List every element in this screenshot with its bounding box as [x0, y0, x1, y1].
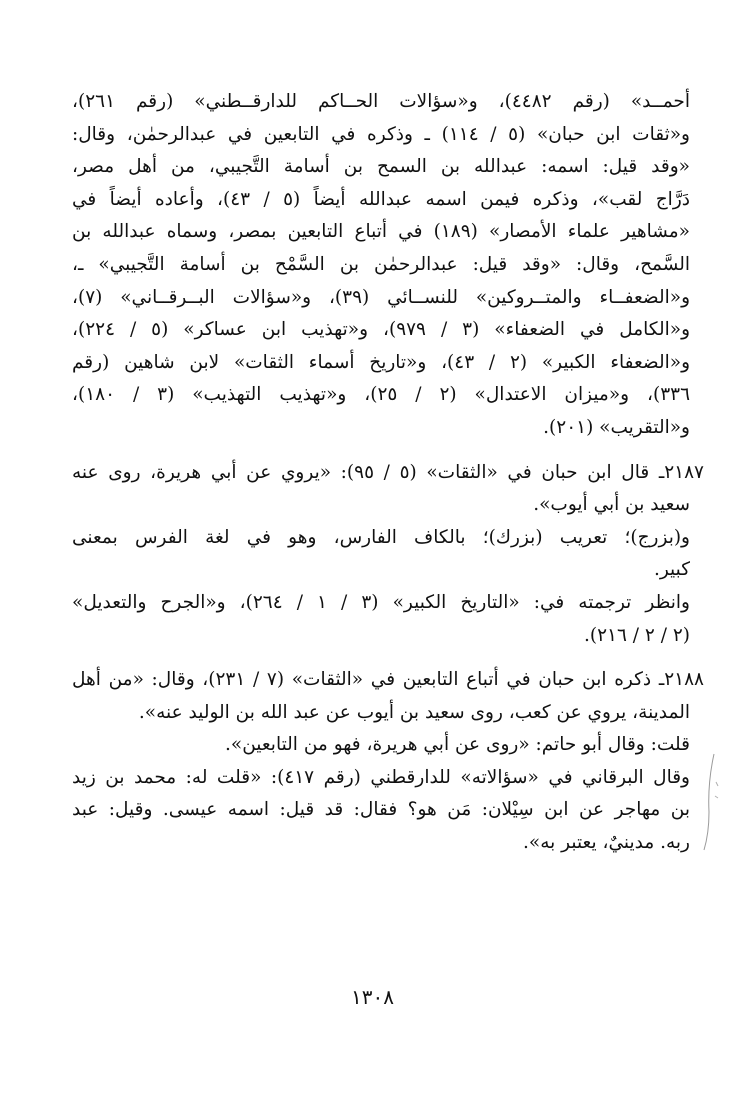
text-line: بن مهاجر عن ابن سِيْلان: مَن هو؟ فقال: قد قيل: اسمه عيسى. وقيل: عبد	[72, 799, 690, 821]
text-line: أحمــد» (رقم ٤٤٨٢)، و«سؤالات الحــاكم للدارقــطني» (رقم ٢٦١)،	[72, 91, 690, 112]
text-line: و«الضعفــاء والمتــروكين» للنســائي (٣٩)، و«سؤالات البــرقــاني» (٧)،	[72, 286, 690, 308]
text-line: دَرَّاج لقب»، وذكره فيمن اسمه عبدالله أيضاً (٥ / ٤٣)، وأعاده أيضاً في	[72, 188, 690, 210]
footnote-continuation	[72, 86, 690, 445]
text-line: كبير.	[653, 559, 690, 581]
text-line: وقال البرقاني في «سؤالاته» للدارقطني (رقم ٤١٧): «قلت له: محمد بن زيد	[72, 766, 690, 788]
text-line: (٢ / ٢ / ٢١٦).	[583, 624, 690, 646]
text-line: المدينة، يروي عن كعب، روى سعيد بن أيوب عن عبد الله بن الوليد عنه».	[138, 701, 690, 723]
footnote-2187	[72, 457, 704, 522]
text-line: ٢١٨٨ـ ذكره ابن حبان في أتباع التابعين في «الثقات» (٧ / ٢٣١)، وقال: «من أهل	[72, 669, 704, 691]
text-line: ربه. مدينيٌ، يعتبر به».	[523, 832, 690, 854]
footnote-paragraph	[72, 587, 690, 652]
footnote-paragraph	[72, 729, 690, 762]
text-line: «وقد قيل: اسمه: عبدالله بن السمح بن أسامة التَّجيبي، من أهل مصر،	[72, 156, 690, 178]
text-line: ٣٣٦)، و«ميزان الاعتدال» (٢ / ٢٥)، و«تهذيب التهذيب» (٣ / ١٨٠)،	[72, 384, 690, 406]
page-number: ١٣٠٨	[351, 985, 394, 1009]
text-line: و(بزرج)؛ تعريب (بزرك)؛ بالكاف الفارس، وهو في لغة الفرس بمعنى	[72, 526, 690, 548]
footnote-paragraph	[72, 762, 690, 860]
text-line: وانظر ترجمته في: «التاريخ الكبير» (٣ / ١ / ٢٦٤)، و«الجرح والتعديل»	[72, 591, 690, 613]
footnote-2188	[72, 664, 704, 729]
text-line: السَّمح، وقال: «وقد قيل: عبدالرحمٰن بن السَّمْح بن أسامة التَّجيبي» ـ،	[72, 253, 690, 275]
margin-pencil-mark	[700, 752, 722, 852]
text-line: ٢١٨٧ـ قال ابن حبان في «الثقات» (٥ / ٩٥): «يروي عن أبي هريرة، روى عنه	[72, 461, 704, 483]
text-line: و«ثقات ابن حبان» (٥ / ١١٤) ـ وذكره في التابعين في عبدالرحمٰن، وقال:	[72, 123, 690, 145]
text-line: «مشاهير علماء الأمصار» (١٨٩) في أتباع التابعين بمصر، وسماه عبدالله بن	[72, 221, 690, 243]
footnote-paragraph	[72, 522, 690, 587]
text-line: قلت: وقال أبو حاتم: «روى عن أبي هريرة، فهو من التابعين».	[225, 734, 690, 756]
text-line: سعيد بن أبي أيوب».	[533, 494, 690, 516]
text-line: و«التقريب» (٢٠١).	[543, 416, 690, 438]
text-line: و«الضعفاء الكبير» (٢ / ٤٣)، و«تاريخ أسماء الثقات» لابن شاهين (رقم	[72, 351, 690, 373]
text-line: و«الكامل في الضعفاء» (٣ / ٩٧٩)، و«تهذيب ابن عساكر» (٥ / ٢٢٤)،	[72, 319, 690, 341]
page-body	[72, 86, 704, 860]
